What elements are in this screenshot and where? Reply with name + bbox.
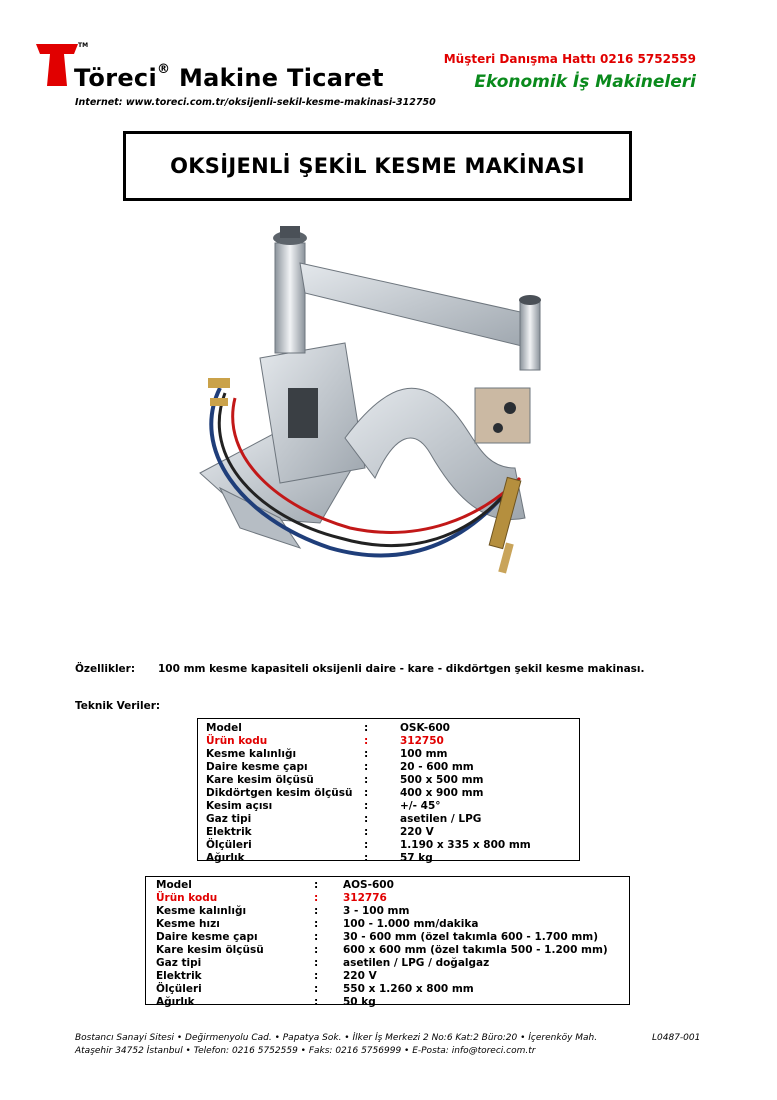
spec-separator: : xyxy=(314,996,319,1008)
spec-key: Kare kesim ölçüsü xyxy=(156,944,264,956)
document-reference: L0487-001 xyxy=(652,1033,701,1043)
spec-separator: : xyxy=(314,879,319,891)
brand-rest: Makine Ticaret xyxy=(178,64,384,92)
spec-value: 312750 xyxy=(400,735,444,747)
spec-key: Daire kesme çapı xyxy=(206,761,308,773)
spec-row xyxy=(156,931,608,944)
slogan: Ekonomik İş Makineleri xyxy=(474,72,696,92)
spec-row xyxy=(156,996,608,1009)
spec-key: Kesim açısı xyxy=(206,800,273,812)
spec-row xyxy=(206,735,531,748)
spec-separator: : xyxy=(364,774,369,786)
spec-separator: : xyxy=(314,983,319,995)
spec-row xyxy=(206,774,531,787)
spec-separator: : xyxy=(364,839,369,851)
spec-value: 50 kg xyxy=(343,996,376,1008)
spec-row xyxy=(156,879,608,892)
spec-separator: : xyxy=(364,826,369,838)
spec-key: Model xyxy=(156,879,192,891)
spec-key: Kare kesim ölçüsü xyxy=(206,774,314,786)
spec-key: Ölçüleri xyxy=(156,983,202,995)
spec-key: Ürün kodu xyxy=(156,892,218,904)
spec-separator: : xyxy=(364,813,369,825)
spec-value: 100 - 1.000 mm/dakika xyxy=(343,918,479,930)
spec-key: Ölçüleri xyxy=(206,839,252,851)
spec-key: Elektrik xyxy=(206,826,252,838)
spec-value: 100 mm xyxy=(400,748,448,760)
spec-row xyxy=(206,826,531,839)
features-text: 100 mm kesme kapasiteli oksijenli daire - kare - dikdörtgen şekil kesme makinası. xyxy=(158,663,645,675)
spec-row xyxy=(206,813,531,826)
registered-mark: ® xyxy=(156,62,171,77)
spec-separator: : xyxy=(314,892,319,904)
spec-key: Gaz tipi xyxy=(156,957,202,969)
spec-value: asetilen / LPG / doğalgaz xyxy=(343,957,490,969)
spec-separator: : xyxy=(364,761,369,773)
title-box xyxy=(123,131,632,201)
spec-value: +/- 45° xyxy=(400,800,441,812)
spec-separator: : xyxy=(314,905,319,917)
spec-separator: : xyxy=(314,918,319,930)
spec-key: Kesme hızı xyxy=(156,918,220,930)
spec-value: 57 kg xyxy=(400,852,433,864)
spec-separator: : xyxy=(314,970,319,982)
spec-rows xyxy=(206,722,531,865)
spec-row xyxy=(156,957,608,970)
spec-row xyxy=(156,892,608,905)
spec-row xyxy=(206,787,531,800)
spec-key: Gaz tipi xyxy=(206,813,252,825)
spec-separator: : xyxy=(364,800,369,812)
spec-separator: : xyxy=(364,722,369,734)
cutting-machine-image xyxy=(180,218,585,598)
spec-table-aos-600 xyxy=(145,876,630,1008)
spec-value: 20 - 600 mm xyxy=(400,761,474,773)
spec-value: AOS-600 xyxy=(343,879,394,891)
spec-row xyxy=(156,944,608,957)
footer-address-line2: Ataşehir 34752 İstanbul • Telefon: 0216 5752559 • Faks: 0216 5756999 • E-Posta: info@toreci.com.tr xyxy=(75,1046,536,1056)
spec-separator: : xyxy=(364,852,369,864)
features-label: Özellikler: xyxy=(75,663,136,675)
spec-separator: : xyxy=(314,931,319,943)
spec-key: Ağırlık xyxy=(156,996,195,1008)
trademark: TM xyxy=(78,42,89,49)
spec-row xyxy=(156,983,608,996)
spec-value: 500 x 500 mm xyxy=(400,774,484,786)
spec-key: Ağırlık xyxy=(206,852,245,864)
brand-title xyxy=(74,64,384,92)
customer-hotline: Müşteri Danışma Hattı 0216 5752559 xyxy=(443,52,696,66)
spec-key: Kesme kalınlığı xyxy=(156,905,247,917)
spec-key: Model xyxy=(206,722,242,734)
spec-row xyxy=(156,905,608,918)
spec-key: Kesme kalınlığı xyxy=(206,748,297,760)
spec-value: 220 V xyxy=(400,826,434,838)
technical-data-label: Teknik Veriler: xyxy=(75,700,161,712)
spec-separator: : xyxy=(364,787,369,799)
spec-key: Dikdörtgen kesim ölçüsü xyxy=(206,787,353,799)
website-link[interactable]: Internet: www.toreci.com.tr/oksijenli-sekil-kesme-makinasi-312750 xyxy=(75,97,436,108)
spec-value: 312776 xyxy=(343,892,387,904)
spec-rows xyxy=(156,879,608,1009)
spec-value: 30 - 600 mm (özel takımla 600 - 1.700 mm) xyxy=(343,931,598,943)
spec-row xyxy=(206,761,531,774)
spec-value: 550 x 1.260 x 800 mm xyxy=(343,983,474,995)
spec-separator: : xyxy=(364,735,369,747)
spec-row xyxy=(206,839,531,852)
spec-row xyxy=(156,918,608,931)
footer-address-line1: Bostancı Sanayi Sitesi • Değirmenyolu Cad. • Papatya Sok. • İlker İş Merkezi 2 No:6 Kat:2 Büro:20 • İçerenköy Mah. xyxy=(75,1033,598,1043)
spec-key: Daire kesme çapı xyxy=(156,931,258,943)
spec-row xyxy=(206,722,531,735)
spec-separator: : xyxy=(314,944,319,956)
spec-value: 3 - 100 mm xyxy=(343,905,410,917)
spec-separator: : xyxy=(364,748,369,760)
spec-value: 400 x 900 mm xyxy=(400,787,484,799)
spec-value: 220 V xyxy=(343,970,377,982)
spec-table-osk-600 xyxy=(197,718,580,864)
page-title: OKSİJENLİ ŞEKİL KESME MAKİNASI xyxy=(170,154,585,178)
spec-row xyxy=(206,852,531,865)
spec-value: 600 x 600 mm (özel takımla 500 - 1.200 mm) xyxy=(343,944,608,956)
spec-row xyxy=(206,748,531,761)
spec-separator: : xyxy=(314,957,319,969)
spec-value: 1.190 x 335 x 800 mm xyxy=(400,839,531,851)
spec-key: Ürün kodu xyxy=(206,735,268,747)
spec-key: Elektrik xyxy=(156,970,202,982)
spec-row xyxy=(156,970,608,983)
brand-name: Töreci xyxy=(74,64,157,92)
spec-value: asetilen / LPG xyxy=(400,813,482,825)
spec-value: OSK-600 xyxy=(400,722,450,734)
spec-row xyxy=(206,800,531,813)
